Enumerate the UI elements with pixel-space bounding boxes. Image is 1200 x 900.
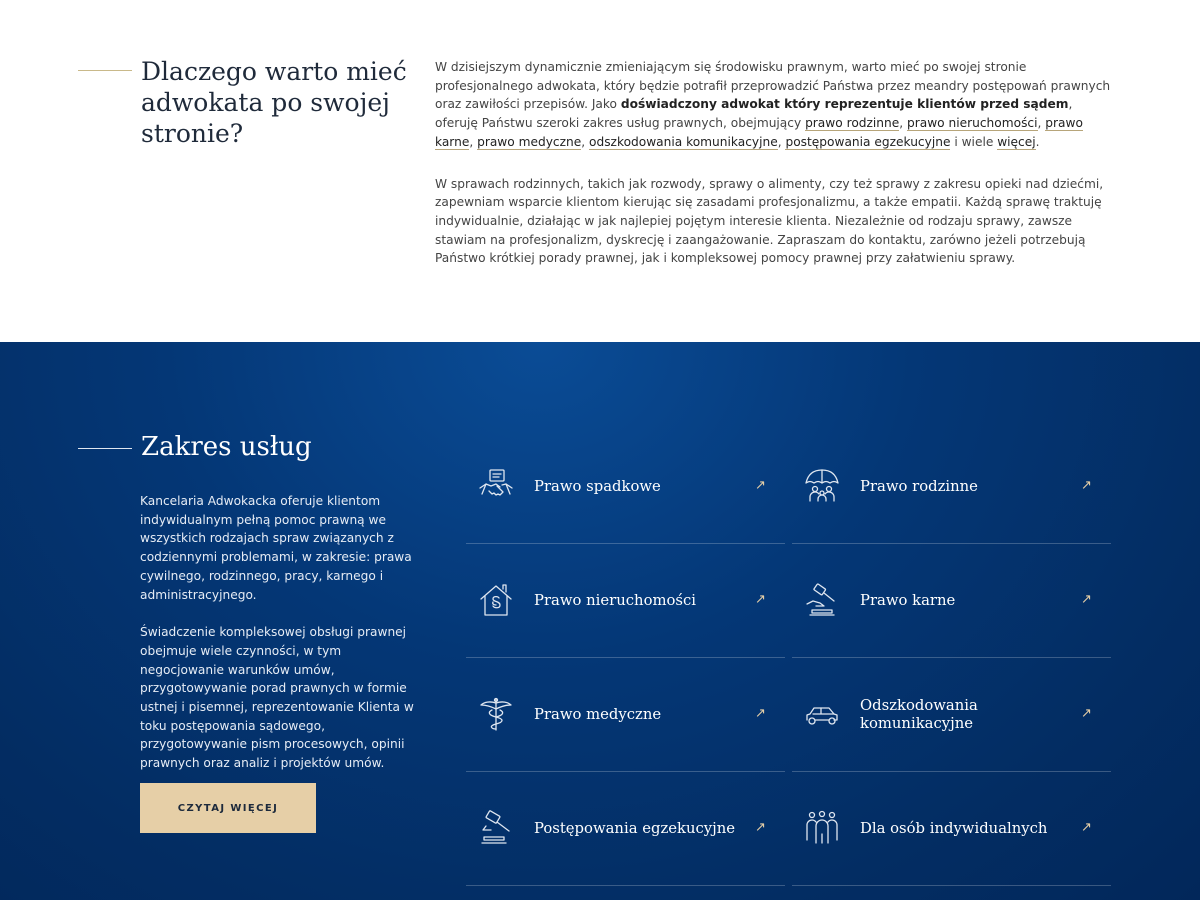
intro-text — [435, 58, 1115, 291]
service-label: Postępowania egzekucyjne — [534, 820, 736, 837]
services-heading: Zakres usług — [141, 432, 312, 462]
intro-paragraph-1 — [435, 58, 1115, 152]
separator: , — [899, 116, 907, 131]
service-label: Prawo rodzinne — [860, 478, 978, 495]
arrow-up-right-icon: ↗ — [755, 706, 766, 721]
service-prawo-nieruchomosci[interactable] — [466, 544, 785, 658]
read-more-button[interactable]: CZYTAJ WIĘCEJ — [140, 783, 316, 833]
link-postepowania-egzekucyjne[interactable]: postępowania egzekucyjne — [785, 134, 951, 149]
service-label: Prawo nieruchomości — [534, 592, 697, 609]
intro-section — [0, 0, 1200, 342]
link-prawo-nieruchomosci[interactable]: prawo nieruchomości — [907, 116, 1038, 131]
heading-rule — [78, 70, 132, 71]
arrow-up-right-icon: ↗ — [1081, 592, 1092, 607]
service-dla-osob-indywidualnych[interactable] — [792, 772, 1111, 886]
handshake-document-icon — [478, 468, 514, 504]
caduceus-icon — [478, 696, 514, 732]
services-desc-1: Kancelaria Adwokacka oferuje klientom indywidualnym pełną pomoc prawną we wszystkich rodzajach spraw związanych z codziennymi problemami, w zakresie: prawa cywilnego, rodzinnego, pracy, karnego i administracyjnego. — [140, 494, 412, 602]
service-prawo-rodzinne[interactable] — [792, 430, 1111, 544]
arrow-up-right-icon: ↗ — [1081, 706, 1092, 721]
intro-text-run: , oferuję Państwu szeroki zakres usług prawnych, obejmujący — [435, 97, 1073, 131]
arrow-up-right-icon: ↗ — [1081, 820, 1092, 835]
service-prawo-medyczne[interactable] — [466, 658, 785, 772]
intro-heading: Dlaczego warto mieć adwokata po swojej stronie? — [141, 57, 407, 148]
services-description — [140, 492, 420, 792]
intro-text-run: i wiele — [950, 134, 998, 149]
period: . — [1035, 134, 1040, 149]
service-label: Odszkodowania komunikacyjne — [860, 697, 978, 732]
house-paragraph-icon — [478, 582, 514, 618]
service-label: Prawo spadkowe — [534, 478, 661, 495]
link-prawo-karne[interactable]: prawo karne — [435, 116, 1083, 149]
link-prawo-medyczne[interactable]: prawo medyczne — [477, 134, 582, 149]
separator: , — [469, 134, 478, 149]
separator: , — [777, 134, 786, 149]
gavel-icon — [478, 810, 514, 846]
link-wiecej[interactable]: więcej — [997, 134, 1036, 149]
service-prawo-spadkowe[interactable] — [466, 430, 785, 544]
arrow-up-right-icon: ↗ — [755, 478, 766, 493]
intro-paragraph-2: W sprawach rodzinnych, takich jak rozwody, sprawy o alimenty, czy też sprawy z zakresu opieki nad dziećmi, zapewniam wsparcie klientom kierując się zasadami profesjonalizmu, a także empatii. Każdą sprawę traktuję indywidualnie, działając w jak najlepiej pojętym interesie klienta. Niezależnie od rodzaju sprawy, zawsze stawiam na profesjonalizm, dyskrecję i zaangażowanie. Zapraszam do kontaktu, zarówno jeżeli potrzebują Państwo krótkiej porady prawnej, jak i kompleksowej pomocy prawnej przy załatwieniu sprawy. — [435, 176, 1104, 266]
separator: , — [1037, 116, 1046, 131]
separator: , — [581, 134, 589, 149]
link-prawo-rodzinne[interactable]: prawo rodzinne — [805, 116, 900, 131]
service-label: Dla osób indywidualnych — [860, 820, 1048, 837]
gavel-hand-icon — [804, 582, 840, 618]
car-icon — [804, 696, 840, 732]
family-umbrella-icon — [804, 468, 840, 504]
link-odszkodowania-komunikacyjne[interactable]: odszkodowania komunikacyjne — [589, 134, 778, 149]
arrow-up-right-icon: ↗ — [755, 820, 766, 835]
service-odszkodowania-komunikacyjne[interactable] — [792, 658, 1111, 772]
service-label: Prawo medyczne — [534, 706, 662, 723]
services-desc-2: Świadczenie kompleksowej obsługi prawnej obejmuje wiele czynności, w tym negocjowanie warunków umów, przygotowywanie porad prawnych w formie ustnej i pisemnej, reprezentowanie Klienta w toku postępowania sądowego, przygotowywanie pism procesowych, opinii prawnych oraz analiz i projektów umów. — [140, 625, 414, 771]
arrow-up-right-icon: ↗ — [1081, 478, 1092, 493]
services-section — [0, 342, 1200, 900]
intro-text-run: W dzisiejszym dynamicznie zmieniającym się środowisku prawnym, warto mieć po swojej stronie profesjonalnego adwokata, który będzie potrafił przeprowadzić Państwa przez meandry postępowań prawnych oraz zawiłości przepisów. Jako — [435, 60, 1111, 112]
arrow-up-right-icon: ↗ — [755, 592, 766, 607]
service-label: Prawo karne — [860, 592, 956, 609]
service-prawo-karne[interactable] — [792, 544, 1111, 658]
intro-bold-phrase: doświadczony adwokat który reprezentuje klientów przed sądem — [620, 97, 1069, 112]
heading-rule — [78, 448, 132, 449]
service-postepowania-egzekucyjne[interactable] — [466, 772, 785, 886]
people-group-icon — [804, 810, 840, 846]
